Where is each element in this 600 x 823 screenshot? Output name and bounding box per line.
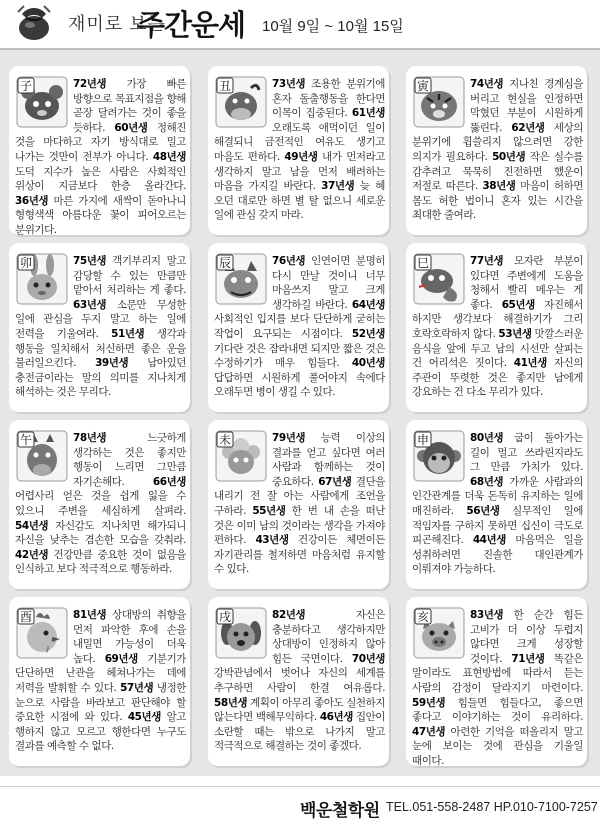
fortune-sentence: 자진해서 하지만 생각보다 해결하기가 그리 호락호락하지 않다. xyxy=(412,298,583,340)
fortune-sentence: 소문만 무성한 일에 관심을 두지 말고 하는 일에 전력을 기울여라. xyxy=(15,298,186,340)
birth-year-label: 80년생 xyxy=(470,432,504,444)
fortune-sentence: 내가 먼저라고 생각하지 말고 남을 먼저 배려하는 마음을 가지길 바란다. xyxy=(214,150,385,193)
birth-year-label: 60년생 xyxy=(114,121,148,134)
fortune-sentence: 맛깔스러운 음식을 앞에 두고 남의 시선만 살피는 건 어리석은 짓이다. xyxy=(412,327,583,370)
dog-icon xyxy=(215,607,267,659)
birth-year-label: 47년생 xyxy=(412,725,446,738)
birth-year-label: 78년생 xyxy=(73,432,107,444)
birth-year-label: 61년생 xyxy=(351,107,385,120)
rooster-icon xyxy=(16,607,68,659)
ox-icon xyxy=(215,76,267,128)
fortune-sentence: 객기부리지 말고 감당할 수 있는 만큼만 맡아서 처리하는 게 좋다. xyxy=(73,255,186,297)
birth-year-label: 75년생 xyxy=(73,255,107,267)
fortune-sentence: 생각과 행동을 일치해서 처신하면 좋은 운을 불러일으킨다. xyxy=(15,327,187,370)
header-subtitle: 재미로 보는 xyxy=(68,14,166,34)
fortune-sentence: 건강이든 체면이든 자기관리를 철저하면 마음처럼 유지할 수 있다. xyxy=(214,534,386,576)
page-header xyxy=(0,0,600,50)
fortune-sentence: 상대방의 취향을 먼저 파악한 후에 손을 내밀면 가능성이 더욱 높다. xyxy=(73,609,186,665)
fortune-sentence: 힘들면 힘들다고, 좋으면 좋다고 이야기하는 것이 유리하다. xyxy=(412,696,583,724)
page-title: 주간운세 xyxy=(137,8,246,42)
birth-year-label: 49년생 xyxy=(284,150,318,163)
fortune-sentence: 가장 빠른 방향으로 목표지점을 향해 곧장 달려가는 것이 좋을 듯하다. xyxy=(73,78,186,134)
fortune-sentence: 냉정한 눈으로 사람을 바라보고 판단해야 할 중요한 시점에 와 있다. xyxy=(15,681,186,724)
birth-year-label: 63년생 xyxy=(73,298,107,311)
fortune-sentence: 집안이 소란할 때는 밖으로 나가지 말고 적극적으로 해결하는 것이 좋겠다. xyxy=(214,711,385,753)
birth-year-label: 43년생 xyxy=(255,534,289,547)
fortune-card-horse xyxy=(9,420,190,589)
fortune-sentence: 작은 실수를 감추려고 묵묵히 진전하면 했운이 저절로 따른다. xyxy=(412,150,583,193)
birth-year-label: 67년생 xyxy=(318,475,352,488)
fortune-sentence: 알고 행하지 않고 모르고 행한다면 누구도 결과를 예측할 수 없다. xyxy=(15,711,186,753)
fortune-sentence: 똑같은 말이라도 표현방법에 따라서 듣는 사람의 감정이 달라지기 마련이다. xyxy=(412,652,583,694)
birth-year-label: 50년생 xyxy=(492,150,526,163)
zodiac-character: 亥 xyxy=(416,610,430,624)
fortune-sentence: 사회적인 입지를 보다 단단하게 굳히는 작업이 요구되는 시점이다. xyxy=(214,313,385,340)
fortune-card-monkey xyxy=(406,420,587,589)
rabbit-icon xyxy=(16,253,68,305)
fortune-sentence: 기다란 것은 잠라내면 되지만 짧은 것은 수정하기가 매우 힘들다. xyxy=(214,342,385,370)
zodiac-character: 寅 xyxy=(416,79,430,93)
birth-year-label: 62년생 xyxy=(511,121,545,134)
fortune-pouch-icon xyxy=(14,4,54,42)
fortune-sentence: 정해진 것을 마다하고 자기 방식대로 밀고 나가는 것만이 전부가 아니다. xyxy=(15,121,186,163)
zodiac-character: 午 xyxy=(19,433,33,447)
fortune-sentence: 느긋하게 생각하는 것은 좋지만 행동이 느리면 그만큼 자기손해다. xyxy=(73,432,186,488)
contact-numbers: TEL.051-558-2487 HP.010-7100-7257 xyxy=(386,800,598,814)
tiger-icon xyxy=(413,76,465,128)
dragon-icon xyxy=(215,253,267,305)
fortune-sentence: 모자란 부분이 있다면 주변에게 도움을 청해서 빨리 메우는 게 좋다. xyxy=(470,255,583,311)
fortune-sentence: 어렵사리 얻은 것을 쉽게 잃을 수 있으니 주변을 세심하게 살펴라. xyxy=(15,490,186,517)
birth-year-label: 72년생 xyxy=(73,78,107,90)
birth-year-label: 39년생 xyxy=(95,357,129,370)
birth-year-label: 82년생 xyxy=(272,609,306,621)
fortune-sentence: 능력 이상의 결과를 얻고 싶다면 여러 사람과 함께하는 것이 중요하다. xyxy=(272,432,385,488)
birth-year-label: 69년생 xyxy=(104,652,138,665)
rat-icon xyxy=(16,76,68,128)
birth-year-label: 51년생 xyxy=(111,327,145,340)
birth-year-label: 71년생 xyxy=(511,652,545,665)
fortune-sentence: 지나친 경계심을 버리고 현실을 인정하면 막혔던 부분이 시원하게 뚫린다. xyxy=(470,78,583,134)
birth-year-label: 73년생 xyxy=(272,78,306,90)
birth-year-label: 66년생 xyxy=(152,475,186,488)
zodiac-character: 戌 xyxy=(218,610,232,624)
fortune-sentence: 가까운 사람과의 인간관계를 더욱 돈독히 유지하는 일에 매진하라. xyxy=(412,475,583,517)
fortune-sentence: 건강만큼 중요한 것이 없음을 인식하고 보다 적극적으로 행동하라. xyxy=(15,548,186,576)
horse-icon xyxy=(16,430,68,482)
fortune-sentence: 인연이면 분명히 다시 만날 것이니 너무 마음쓰지 말고 크게 생각하길 바란다. xyxy=(272,255,385,311)
birth-year-label: 56년생 xyxy=(466,504,500,517)
birth-year-label: 81년생 xyxy=(73,609,107,621)
birth-year-label: 44년생 xyxy=(472,534,506,547)
birth-year-label: 54년생 xyxy=(15,519,49,532)
fortune-sentence: 마음먹은 일을 성취하려면 진솔한 대인관계가 이뤄져야 가능하다. xyxy=(412,534,583,576)
monkey-icon xyxy=(413,430,465,482)
fortune-sentence: 한 번 내 손을 떠난 것은 이미 남의 것이라는 생각을 가져야 편하다. xyxy=(214,504,385,547)
birth-year-label: 79년생 xyxy=(272,432,306,444)
birth-year-label: 42년생 xyxy=(15,548,49,561)
birth-year-label: 76년생 xyxy=(272,255,306,267)
birth-year-label: 58년생 xyxy=(214,696,248,709)
birth-year-label: 68년생 xyxy=(470,475,504,488)
fortune-card-pig xyxy=(406,597,587,766)
fortune-card-rooster xyxy=(9,597,190,766)
fortune-sentence: 자신감도 지나치면 해가되니 자신을 낮추는 겸손한 모습을 갖춰라. xyxy=(15,519,186,547)
fortune-sentence: 실무적인 일에 적임자를 구하지 못하면 십신이 극도로 피곤해진다. xyxy=(412,504,583,547)
fortune-sentence: 한 순간 힘든 고비가 더 이상 두렵지 않다면 크게 성장할 것이다. xyxy=(470,609,583,665)
zodiac-character: 酉 xyxy=(19,610,33,624)
fortune-sentence: 결단을 내리기 전 잘 아는 사람에게 조언을 구하라. xyxy=(214,475,385,517)
snake-icon xyxy=(413,253,465,305)
fortune-sentence: 마른 가지에 새싹이 돋아나니 형형색색 아름다운 꽃이 피어오르는 분위기다. xyxy=(15,194,186,235)
birth-year-label: 65년생 xyxy=(501,298,535,311)
birth-year-label: 36년생 xyxy=(15,194,49,207)
fortune-sentence: 기분기가 단단하면 난관을 헤쳐나가는 데에 저력을 발휘할 수 있다. xyxy=(15,652,186,694)
fortune-sentence: 자신의 주관이 뚜렷한 것은 좋지만 남에게 강요하는 건 다소 무리가 있다. xyxy=(412,357,583,399)
zodiac-character: 子 xyxy=(19,79,33,93)
fortune-card-tiger xyxy=(406,66,587,235)
fortune-sentence: 답답하면 시원하게 풀어야지 속에다 오래두면 병이 생길 수 있다. xyxy=(214,371,385,399)
fortune-card-ox xyxy=(208,66,389,235)
birth-year-label: 74년생 xyxy=(470,78,504,90)
fortune-sentence: 남아있던 충전금이라는 말의 의미를 지나치게 해석하는 것은 무리다. xyxy=(15,357,186,399)
birth-year-label: 83년생 xyxy=(470,609,504,621)
fortune-sentence: 도덕 지수가 높은 사람은 사회적인 위상이 지금보다 한층 올라간다. xyxy=(15,165,186,193)
birth-year-label: 57년생 xyxy=(120,681,154,694)
date-range: 10월 9일 ~ 10월 15일 xyxy=(262,18,404,35)
fortune-card-rabbit xyxy=(9,243,190,412)
academy-name: 백운철학원 xyxy=(300,801,380,821)
zodiac-character: 辰 xyxy=(218,256,232,270)
birth-year-label: 55년생 xyxy=(252,504,286,517)
zodiac-character: 未 xyxy=(218,433,232,447)
birth-year-label: 48년생 xyxy=(152,150,186,163)
zodiac-character: 申 xyxy=(416,433,430,447)
fortune-sentence: 강박관념에서 벗어나 자신의 세계를 추구하면 사람이 한결 여유롭다. xyxy=(214,667,385,694)
birth-year-label: 41년생 xyxy=(513,357,547,370)
fortune-sentence: 세상의 분위기에 휩쓸리지 않으려면 강한 의지가 필요하다. xyxy=(412,121,583,163)
fortune-card-dragon xyxy=(208,243,389,412)
fortune-sentence: 늦 혜 오던 대로만 하면 별 탈 없으니 세로운 일에 관심 갖지 마라. xyxy=(214,180,385,222)
birth-year-label: 40년생 xyxy=(351,357,385,370)
birth-year-label: 70년생 xyxy=(351,652,385,665)
birth-year-label: 46년생 xyxy=(319,711,353,724)
fortune-sentence: 아련한 기억을 떠올리지 말고 눈에 보이는 것에 관심을 기울일 때이다. xyxy=(412,725,583,766)
fortune-sentence: 굽이 돌아가는 길이 멀고 쓰라린지라도 그 만큼 가치가 있다. xyxy=(470,432,583,474)
zodiac-character: 巳 xyxy=(416,256,430,270)
birth-year-label: 64년생 xyxy=(351,298,385,311)
fortune-sentence: 자신은 충분하다고 생각하지만 상대방이 인정하지 않아 힘든 국면이다. xyxy=(272,609,385,665)
birth-year-label: 53년생 xyxy=(498,327,532,340)
birth-year-label: 37년생 xyxy=(321,180,355,193)
footer-divider xyxy=(0,786,600,787)
sheep-icon xyxy=(215,430,267,482)
fortune-card-rat xyxy=(9,66,190,235)
fortune-sentence: 오래도록 애먹이던 일이 해결되니 금전적인 여유도 생기고 마음도 편하다. xyxy=(214,121,385,163)
fortune-sentence: 계획이 아무리 좋아도 실천하지 않는다면 백해무익하다. xyxy=(214,696,385,724)
pig-icon xyxy=(413,607,465,659)
fortune-card-sheep xyxy=(208,420,389,589)
fortune-sentence: 마음이 허하면 몸도 허한 법이니 혼자 있는 시간을 최대한 줄여라. xyxy=(412,180,583,222)
birth-year-label: 38년생 xyxy=(482,180,516,193)
birth-year-label: 59년생 xyxy=(412,696,446,709)
fortune-card-snake xyxy=(406,243,587,412)
birth-year-label: 77년생 xyxy=(470,255,504,267)
birth-year-label: 45년생 xyxy=(127,711,161,724)
zodiac-character: 卯 xyxy=(19,256,33,270)
fortune-sentence: 조용한 분위기에 혼자 돌출행동을 한다면 이목이 집중된다. xyxy=(272,78,385,120)
zodiac-character: 丑 xyxy=(218,79,232,93)
fortune-card-dog xyxy=(208,597,389,766)
birth-year-label: 52년생 xyxy=(351,327,385,340)
